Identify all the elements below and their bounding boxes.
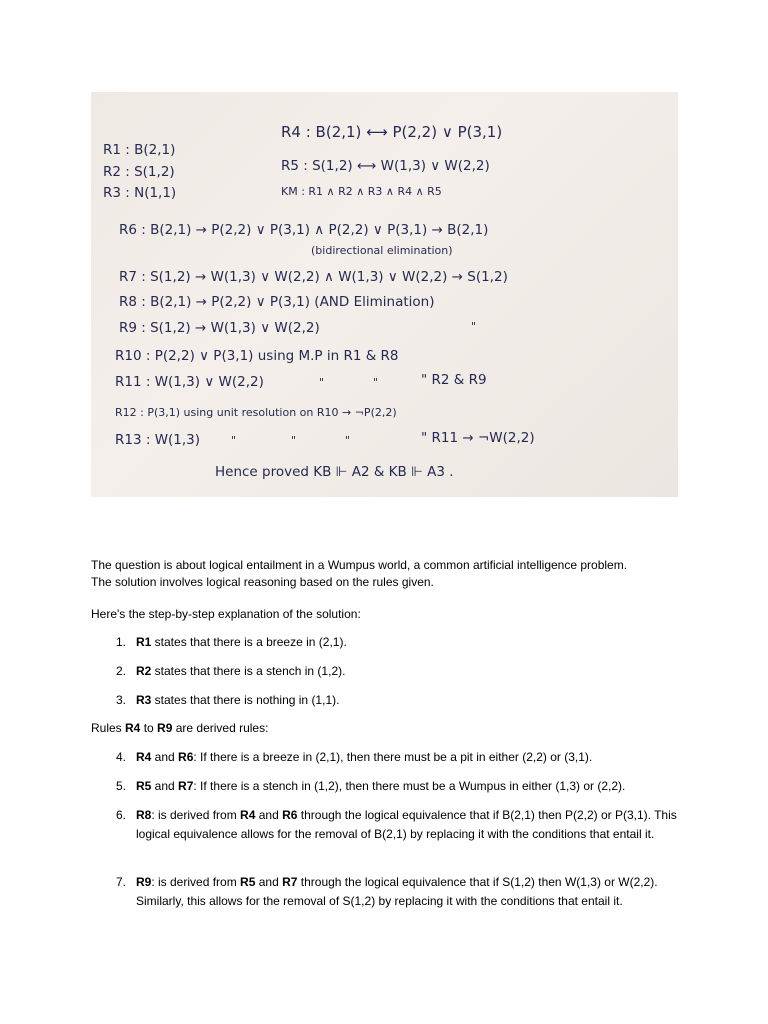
hw-ditto-2: " <box>319 376 325 389</box>
derived-rules-lead: Rules R4 to R9 are derived rules: <box>91 721 269 735</box>
hw-line-r5: R5 : S(1,2) ⟷ W(1,3) ∨ W(2,2) <box>281 158 490 174</box>
hw-line-r12: R12 : P(3,1) using unit resolution on R10 → ¬P(2,2) <box>115 406 397 419</box>
hw-line-bicond-note: (bidirectional elimination) <box>311 244 453 257</box>
steps-lead: Here's the step-by-step explanation of the solution: <box>91 607 361 621</box>
hw-line-r8: R8 : B(2,1) → P(2,2) ∨ P(3,1) (AND Elimination) <box>119 294 435 310</box>
list-item: 2. R2 states that there is a stench in (1,2). <box>115 664 346 678</box>
hw-line-r11-ref: " R2 & R9 <box>421 372 487 388</box>
hw-ditto-3: " <box>373 376 379 389</box>
hw-line-conclusion: Hence proved KB ⊩ A2 & KB ⊩ A3 . <box>215 464 454 480</box>
hw-line-km: KM : R1 ∧ R2 ∧ R3 ∧ R4 ∧ R5 <box>281 185 442 198</box>
list-item: 4. R4 and R6: If there is a breeze in (2,1), then there must be a pit in either (2,2) or (3,1). <box>115 750 593 764</box>
hw-line-r13-ref: " R11 → ¬W(2,2) <box>421 430 535 446</box>
list-item: 6. R8: is derived from R4 and R6 through the logical equivalence that if B(2,1) then P(2,2) or P(3,1). This logical equivalence allows for the removal of B(2,1) by replacing it with the conditions that entail it. <box>115 808 677 841</box>
list-item: 7. R9: is derived from R5 and R7 through the logical equivalence that if S(1,2) then W(1,3) or W(2,2). Similarly, this allows for the removal of S(1,2) by replacing it with the conditions that entail it. <box>115 875 658 908</box>
hw-line-r4: R4 : B(2,1) ⟷ P(2,2) ∨ P(3,1) <box>281 123 503 141</box>
hw-ditto-1: " <box>471 320 477 333</box>
hw-line-r3: R3 : N(1,1) <box>103 185 177 201</box>
hw-ditto-4: " <box>231 434 237 447</box>
list-item: 1. R1 states that there is a breeze in (2,1). <box>115 635 347 649</box>
list-item: 3. R3 states that there is nothing in (1,1). <box>115 693 340 707</box>
hw-line-r10: R10 : P(2,2) ∨ P(3,1) using M.P in R1 & R8 <box>115 348 399 364</box>
hw-line-r7: R7 : S(1,2) → W(1,3) ∨ W(2,2) ∧ W(1,3) ∨ W(2,2) → S(1,2) <box>119 269 508 285</box>
handwritten-notes-photo <box>91 92 678 497</box>
hw-ditto-5: " <box>291 434 297 447</box>
hw-line-r1: R1 : B(2,1) <box>103 142 176 158</box>
list-item: 5. R5 and R7: If there is a stench in (1,2), then there must be a Wumpus in either (1,3) or (2,2). <box>115 779 626 793</box>
hw-line-r13: R13 : W(1,3) <box>115 432 201 448</box>
hw-line-r6: R6 : B(2,1) → P(2,2) ∨ P(3,1) ∧ P(2,2) ∨ P(3,1) → B(2,1) <box>119 222 489 238</box>
hw-line-r9: R9 : S(1,2) → W(1,3) ∨ W(2,2) <box>119 320 320 336</box>
hw-line-r2: R2 : S(1,2) <box>103 164 175 180</box>
intro-line-1: The question is about logical entailment in a Wumpus world, a common artificial intelligence problem. <box>91 558 628 572</box>
hw-line-r11: R11 : W(1,3) ∨ W(2,2) <box>115 374 264 390</box>
hw-ditto-6: " <box>345 434 351 447</box>
intro-line-2: The solution involves logical reasoning based on the rules given. <box>91 575 434 589</box>
handwritten-notes-image <box>91 92 678 497</box>
